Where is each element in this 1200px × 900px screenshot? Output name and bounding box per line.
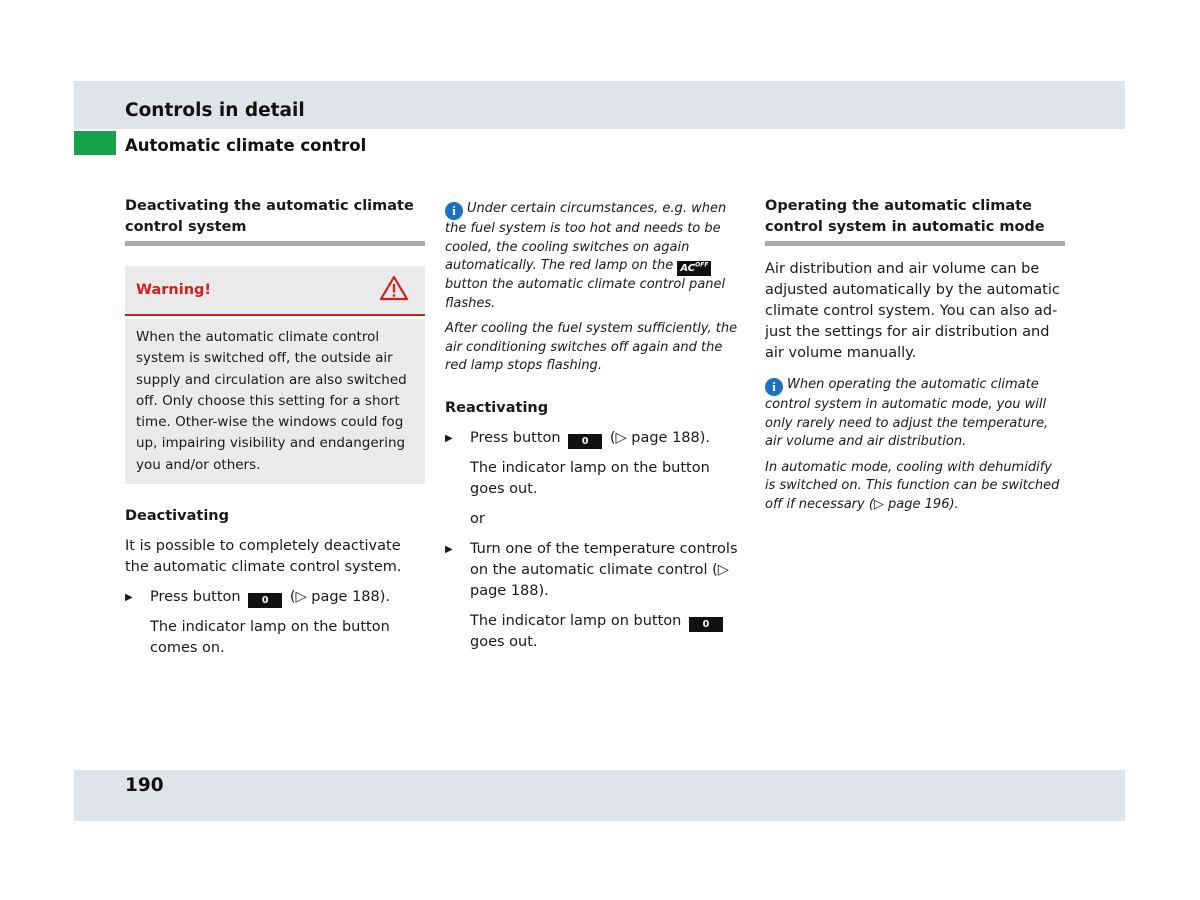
note-text-part1: Under certain circumstances, e.g. when the fuel system is too hot and needs to be cooled, the cooling switches on again automatically. The red lamp on the <box>445 201 727 273</box>
reactivating-result-2 <box>445 611 745 653</box>
step-2-text: Turn one of the temperature controls on the automatic climate control (▷ page 188). <box>470 540 738 599</box>
triangle-bullet-icon: ▶ <box>445 432 453 444</box>
automatic-mode-heading: Operating the automatic climate control system in automatic mode <box>765 196 1065 246</box>
reactivating-result-1: The indicator lamp on the button goes out. <box>470 459 710 497</box>
reactivating-step-2 <box>445 539 745 602</box>
reactivating-heading: Reactivating <box>445 399 549 416</box>
deactivating-result: The indicator lamp on the button comes on. <box>150 619 390 657</box>
section-tab-marker <box>74 131 116 155</box>
section-title: Automatic climate control <box>125 136 367 155</box>
triangle-bullet-icon: ▶ <box>125 592 133 604</box>
warning-text: When the automatic climate control system is switched off, the outside air supply and circulation are also switched off. Only choose this setting for a short time. Other-wise the windows could fog up, impairing visibility and endangering you and/or others. <box>125 319 425 484</box>
column-left <box>125 196 425 659</box>
triangle-bullet-icon: ▶ <box>445 543 453 555</box>
step-prefix: Press button <box>470 429 561 446</box>
off-button-key: 0 <box>568 434 602 449</box>
warning-triangle-icon <box>379 275 409 305</box>
info-note-automatic-mode <box>765 376 1065 452</box>
warning-title: Warning! <box>136 282 212 298</box>
step-prefix: Press button <box>150 589 241 606</box>
note-text: When operating the automatic climate control system in automatic mode, you will only rarely need to adjust the temperature, air volume and air distribution. <box>765 377 1049 449</box>
info-note-cooling <box>445 200 745 313</box>
automatic-mode-body: Air distribution and air volume can be adjusted automatically by the automatic climate control system. You can also ad-just the settings for air distribution and air volume manually. <box>765 261 1060 361</box>
info-note-dehumidify: In automatic mode, cooling with dehumidify is switched on. This function can be switched off if necessary (▷ page 196). <box>765 459 1060 512</box>
reactivating-step-1 <box>445 428 745 449</box>
result-suffix: goes out. <box>470 633 538 650</box>
info-note-after-cooling: After cooling the fuel system sufficiently, the air conditioning switches off again and the red lamp stops flashing. <box>445 321 738 373</box>
page-number: 190 <box>125 775 164 796</box>
ac-off-button-key: $AC^{OFF}$ <box>677 261 711 276</box>
off-button-key: 0 <box>248 593 282 608</box>
warning-box <box>125 266 425 484</box>
or-separator: or <box>470 510 485 527</box>
info-icon: i <box>445 202 463 220</box>
off-button-key: 0 <box>689 617 723 632</box>
deactivating-intro: It is possible to completely deactivate the automatic climate control system. <box>125 538 402 576</box>
info-icon: i <box>765 378 783 396</box>
deactivating-system-heading: Deactivating the automatic climate control system <box>125 196 425 246</box>
step-page-ref: (▷ page 188). <box>609 429 711 446</box>
warning-header <box>125 266 425 316</box>
note-text-part2: button the automatic climate control panel flashes. <box>445 277 726 311</box>
deactivating-heading: Deactivating <box>125 508 229 525</box>
column-right <box>765 196 1065 514</box>
column-middle <box>445 200 745 653</box>
footer-band <box>74 770 1125 821</box>
result-prefix: The indicator lamp on button <box>470 612 682 629</box>
step-page-ref: (▷ page 188). <box>289 589 391 606</box>
deactivating-step <box>125 587 425 608</box>
chapter-title: Controls in detail <box>125 100 305 121</box>
